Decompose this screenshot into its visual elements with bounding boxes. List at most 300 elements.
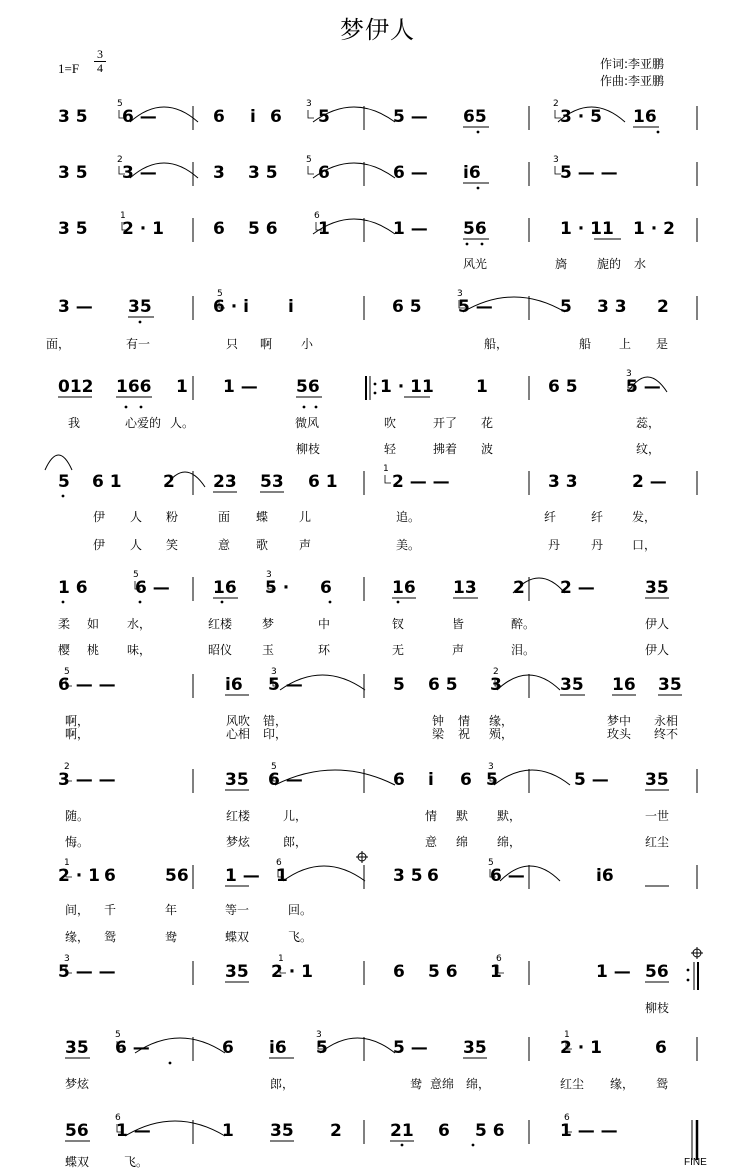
jianpu-note: 3 —	[122, 163, 157, 183]
lyric: 笑	[166, 538, 179, 552]
jianpu-note: 2	[330, 1121, 342, 1141]
grace-note: 3	[64, 954, 70, 964]
jianpu-note: 2 · 1	[122, 219, 164, 239]
lyric: 印，	[263, 727, 288, 741]
jianpu-note: 6	[655, 1038, 667, 1058]
jianpu-note: 6 5	[428, 675, 458, 695]
jianpu-note: 6	[438, 1121, 450, 1141]
lyric: 意	[425, 835, 438, 849]
lyric: 蝶双	[225, 930, 250, 944]
grace-note: 6	[276, 858, 282, 868]
grace-note: 5	[488, 858, 494, 868]
octave-dot	[221, 601, 224, 604]
grace-note: 3	[457, 289, 463, 299]
lyric: 郎，	[270, 1077, 295, 1091]
lyric: 红楼	[208, 617, 233, 631]
lyric: 伊	[93, 510, 106, 524]
octave-dot	[374, 383, 377, 386]
lyric: 水	[634, 257, 647, 271]
lyric: 蝶双	[65, 1155, 90, 1169]
lyric: 旎的	[597, 257, 622, 271]
lyric: 随。	[65, 809, 90, 823]
jianpu-note: 3 —	[58, 297, 93, 317]
lyric: 祝	[458, 727, 471, 741]
lyric: 啊	[260, 337, 273, 351]
jianpu-note: i	[428, 770, 434, 790]
jianpu-note: 6 —	[268, 770, 303, 790]
jianpu-note: 6 —	[393, 163, 428, 183]
lyric: 钟	[432, 714, 445, 728]
lyric: 年	[165, 903, 178, 917]
lyric: 鸯	[165, 930, 178, 944]
lyric: 人	[130, 538, 143, 552]
lyric: 昭仪	[208, 643, 233, 657]
lyric: 波	[481, 442, 494, 456]
jianpu-note: 21	[390, 1121, 414, 1141]
lyric: 开了	[433, 416, 458, 430]
slur	[45, 455, 72, 470]
jianpu-note: 5 — —	[58, 962, 116, 982]
jianpu-note: 6 5	[392, 297, 422, 317]
octave-dot	[303, 406, 306, 409]
jianpu-note: 6 —	[490, 866, 525, 886]
jianpu-note: 6	[213, 107, 225, 127]
time-numerator: 3	[97, 47, 103, 61]
grace-note: 6	[564, 1113, 570, 1123]
key-signature: 1=F	[58, 61, 80, 76]
jianpu-note: 35	[65, 1038, 89, 1058]
lyric: 红尘	[645, 835, 670, 849]
grace-note: 1	[120, 211, 126, 221]
jianpu-note: i6	[596, 866, 614, 886]
grace-hook	[308, 166, 314, 174]
jianpu-note: 2 —	[560, 578, 595, 598]
jianpu-note: 6	[460, 770, 472, 790]
lyric: 味，	[127, 643, 152, 657]
lyric: 飞。	[288, 930, 313, 944]
grace-note: 2	[64, 762, 70, 772]
lyric: 意绵	[430, 1077, 455, 1091]
octave-dot	[397, 601, 400, 604]
octave-dot	[62, 495, 65, 498]
jianpu-note: 16	[633, 107, 657, 127]
lyric: 桃	[87, 643, 100, 657]
jianpu-note: 6 · i	[213, 297, 249, 317]
lyric: 微风	[295, 416, 320, 430]
jianpu-note: 2 · 1	[58, 866, 100, 886]
slur	[283, 866, 365, 881]
jianpu-note: 6	[104, 866, 116, 886]
jianpu-note: 2 · 1	[271, 962, 313, 982]
jianpu-note: 2 —	[632, 472, 667, 492]
composer: 作曲:李亚鹏	[600, 74, 665, 88]
lyric: 啊，	[65, 727, 90, 741]
jianpu-note: 35	[645, 578, 669, 598]
time-denominator: 4	[97, 61, 103, 75]
lyric: 等一	[225, 903, 250, 917]
jianpu-note: 5	[316, 1038, 328, 1058]
jianpu-note: 35	[225, 770, 249, 790]
lyricist: 作词:李亚鹏	[600, 57, 665, 71]
jianpu-note: 35	[463, 1038, 487, 1058]
jianpu-note: 56	[463, 219, 487, 239]
song-title: 梦伊人	[340, 16, 415, 44]
lyric: 旖	[555, 257, 568, 271]
jianpu-note: 6	[318, 163, 330, 183]
lyric: 环	[318, 643, 331, 657]
jianpu-note: 5 6	[475, 1121, 505, 1141]
lyric: 儿	[299, 510, 312, 524]
jianpu-note: 3 5	[248, 163, 278, 183]
lyric: 玉	[262, 643, 275, 657]
octave-dot	[687, 969, 690, 972]
grace-note: 3	[306, 99, 312, 109]
lyric: 纹，	[636, 442, 661, 456]
jianpu-note: 1 —	[225, 866, 260, 886]
jianpu-note: 6 1	[92, 472, 122, 492]
grace-note: 3	[553, 155, 559, 165]
octave-dot	[472, 1144, 475, 1147]
lyric: 啊，	[65, 714, 90, 728]
jianpu-note: 012	[58, 377, 94, 397]
lyric: 发，	[632, 510, 657, 524]
lyric: 缘，	[610, 1077, 635, 1091]
grace-hook	[308, 110, 314, 118]
jianpu-note: 1 —	[596, 962, 631, 982]
lyric: 柳枝	[296, 442, 321, 456]
lyric: 船	[579, 337, 592, 351]
lyric: 花	[481, 416, 494, 430]
jianpu-note: 6 —	[122, 107, 157, 127]
jianpu-note: 5	[58, 472, 70, 492]
lyric: 缘，	[489, 714, 514, 728]
octave-dot	[477, 187, 480, 190]
jianpu-note: 1 6	[58, 578, 88, 598]
jianpu-note: 56	[645, 962, 669, 982]
grace-note: 5	[133, 570, 139, 580]
grace-note: 5	[115, 1030, 121, 1040]
lyric: 悔。	[65, 835, 90, 849]
lyric: 间，	[65, 903, 90, 917]
jianpu-note: 3 5	[58, 163, 88, 183]
slur	[494, 770, 570, 785]
grace-note: 5	[306, 155, 312, 165]
lyric: 飞。	[124, 1155, 149, 1169]
lyric: 吹	[384, 416, 397, 430]
jianpu-note: 1 —	[393, 219, 428, 239]
jianpu-note: 56	[296, 377, 320, 397]
lyric: 终不	[654, 727, 679, 741]
lyric: 意	[218, 538, 231, 552]
jianpu-note: 2	[163, 472, 175, 492]
grace-note: 3	[488, 762, 494, 772]
grace-note: 1	[564, 1030, 570, 1040]
lyric: 柳枝	[645, 1001, 670, 1015]
jianpu-note: 1	[476, 377, 488, 397]
octave-dot	[139, 601, 142, 604]
grace-note: 1	[64, 858, 70, 868]
grace-note: 1	[383, 464, 389, 474]
octave-dot	[657, 131, 660, 134]
jianpu-note: 3 3	[548, 472, 578, 492]
grace-note: 3	[266, 570, 272, 580]
lyric: 梦炫	[226, 835, 251, 849]
jianpu-note: 6 —	[135, 578, 170, 598]
lyric: 儿，	[283, 809, 308, 823]
lyric: 郎，	[283, 835, 308, 849]
grace-note: 1	[278, 954, 284, 964]
jianpu-note: 5 —	[393, 1038, 428, 1058]
lyric: 小	[301, 337, 314, 351]
grace-note: 5	[271, 762, 277, 772]
octave-dot	[125, 406, 128, 409]
jianpu-note: 5	[393, 675, 405, 695]
jianpu-note: 35	[658, 675, 682, 695]
lyric: 心相	[226, 727, 251, 741]
jianpu-note: 35	[225, 962, 249, 982]
lyric: 丹	[548, 538, 561, 552]
lyric: 情	[425, 809, 438, 823]
lyric: 绵，	[497, 835, 522, 849]
lyric: 一世	[645, 809, 670, 823]
octave-dot	[481, 243, 484, 246]
jianpu-note: 3	[490, 675, 502, 695]
jianpu-note: 5	[560, 297, 572, 317]
lyric: 有一	[126, 337, 151, 351]
grace-note: 3	[626, 369, 632, 379]
jianpu-note: 16	[612, 675, 636, 695]
octave-dot	[62, 601, 65, 604]
jianpu-note: 6	[393, 962, 405, 982]
jianpu-note: 53	[260, 472, 284, 492]
jianpu-note: 3 5	[58, 219, 88, 239]
lyric: 水，	[127, 617, 152, 631]
lyric: 千	[104, 903, 117, 917]
lyric: 人。	[170, 416, 195, 430]
jianpu-note: 5 —	[574, 770, 609, 790]
grace-note: 6	[115, 1113, 121, 1123]
jianpu-note: 5 — —	[560, 163, 618, 183]
jianpu-note: 6 1	[308, 472, 338, 492]
octave-dot	[169, 1062, 172, 1065]
octave-dot	[140, 406, 143, 409]
jianpu-note: 13	[453, 578, 477, 598]
lyric: 口，	[632, 538, 657, 552]
jianpu-note: 3 5	[393, 866, 423, 886]
jianpu-note: 5	[318, 107, 330, 127]
jianpu-note: i	[250, 107, 256, 127]
lyric: 伊	[93, 538, 106, 552]
lyric: 醉。	[511, 617, 536, 631]
lyric: 只	[226, 337, 239, 351]
jianpu-note: i6	[225, 675, 243, 695]
octave-dot	[687, 979, 690, 982]
lyric: 是	[656, 337, 669, 351]
lyric: 鸯	[410, 1077, 423, 1091]
grace-note: 6	[496, 954, 502, 964]
jianpu-note: 1 —	[223, 377, 258, 397]
jianpu-note: 5	[486, 770, 498, 790]
lyric: 柔	[58, 617, 71, 631]
jianpu-note: 1 · 11	[380, 377, 434, 397]
jianpu-note: i6	[463, 163, 481, 183]
lyric: 人	[130, 510, 143, 524]
jianpu-note: 3 3	[597, 297, 627, 317]
lyric: 声	[452, 643, 465, 657]
jianpu-note: 1	[490, 962, 502, 982]
lyric: 面	[218, 510, 231, 524]
jianpu-note: 1	[176, 377, 188, 397]
lyric: 情	[458, 714, 471, 728]
lyric: 伊人	[645, 643, 670, 657]
jianpu-note: 23	[213, 472, 237, 492]
jianpu-note: 35	[560, 675, 584, 695]
octave-dot	[374, 392, 377, 395]
grace-hook	[385, 475, 391, 483]
jianpu-note: 6	[213, 219, 225, 239]
lyric: 丹	[591, 538, 604, 552]
jianpu-note: 2 · 1	[560, 1038, 602, 1058]
jianpu-note: 3 5	[58, 107, 88, 127]
jianpu-note: 3 · 5	[560, 107, 602, 127]
lyric: 伊人	[645, 617, 670, 631]
lyric: 无	[392, 643, 405, 657]
jianpu-note: 5 —	[268, 675, 303, 695]
jianpu-note: 1 — —	[560, 1121, 618, 1141]
jianpu-note: 2	[513, 578, 525, 598]
octave-dot	[477, 131, 480, 134]
lyric: 玫头	[607, 727, 632, 741]
octave-dot	[315, 406, 318, 409]
jianpu-note: 1 —	[116, 1121, 151, 1141]
lyric: 中	[318, 617, 331, 631]
lyric: 风吹	[226, 714, 251, 728]
lyric: 心爱的	[125, 416, 162, 430]
lyric: 梦中	[607, 714, 632, 728]
jianpu-note: 35	[128, 297, 152, 317]
lyric: 钗	[392, 617, 405, 631]
grace-note: 5	[217, 289, 223, 299]
lyric: 如	[87, 617, 100, 631]
lyric: 缘，	[65, 930, 90, 944]
jianpu-note: 35	[645, 770, 669, 790]
octave-dot	[139, 321, 142, 324]
jianpu-note: 35	[270, 1121, 294, 1141]
lyric: 纤	[544, 510, 557, 524]
lyric: 歌	[256, 538, 269, 552]
lyric: 默，	[497, 809, 522, 823]
lyric: 上	[619, 337, 632, 351]
octave-dot	[466, 243, 469, 246]
grace-note: 2	[553, 99, 559, 109]
jianpu-note: 166	[116, 377, 152, 397]
lyric: 蝶	[256, 510, 269, 524]
lyric: 面，	[46, 337, 71, 351]
jianpu-note: 2	[657, 297, 669, 317]
lyric: 我	[68, 416, 81, 430]
jianpu-note: 3	[213, 163, 225, 183]
jianpu-note: 3 — —	[58, 770, 116, 790]
lyric: 船，	[484, 337, 509, 351]
lyric: 绵	[456, 835, 469, 849]
lyric: 回。	[288, 903, 313, 917]
jianpu-note: 6 —	[115, 1038, 150, 1058]
jianpu-note: 6	[270, 107, 282, 127]
jianpu-note: 5 —	[393, 107, 428, 127]
jianpu-note: i	[288, 297, 294, 317]
lyric: 默	[456, 809, 469, 823]
jianpu-note: 6	[320, 578, 332, 598]
lyric: 樱	[58, 643, 71, 657]
grace-note: 2	[493, 667, 499, 677]
jianpu-note: 16	[213, 578, 237, 598]
jianpu-note: 1 · 2	[633, 219, 675, 239]
jianpu-note: 5 6	[428, 962, 458, 982]
jianpu-note: 6	[222, 1038, 234, 1058]
jianpu-note: i6	[269, 1038, 287, 1058]
jianpu-note: 1 · 11	[560, 219, 614, 239]
jianpu-note: 56	[165, 866, 189, 886]
lyric: 殒，	[489, 727, 514, 741]
grace-note: 2	[117, 155, 123, 165]
jianpu-note: 6 5	[548, 377, 578, 397]
lyric: 轻	[384, 442, 397, 456]
lyric: 纤	[591, 510, 604, 524]
grace-note: 3	[316, 1030, 322, 1040]
jianpu-note: 6	[427, 866, 439, 886]
lyric: 红尘	[560, 1077, 585, 1091]
lyric: 风光	[463, 257, 488, 271]
jianpu-note: 16	[392, 578, 416, 598]
lyric: 梦	[262, 617, 275, 631]
lyric: 梦炫	[65, 1077, 90, 1091]
lyric: 错，	[263, 714, 288, 728]
jianpu-note: 2 — —	[392, 472, 450, 492]
lyric: 粉	[166, 510, 179, 524]
fine-label: FINE	[684, 1157, 707, 1168]
octave-dot	[329, 601, 332, 604]
lyric: 声	[299, 538, 312, 552]
jianpu-note: 5 ·	[265, 578, 290, 598]
lyric: 皆	[452, 617, 465, 631]
jianpu-note: 5 —	[626, 377, 661, 397]
lyric: 梁	[432, 727, 445, 741]
jianpu-note: 1	[318, 219, 330, 239]
jianpu-note: 5 —	[458, 297, 493, 317]
jianpu-note: 6	[393, 770, 405, 790]
slur	[320, 1038, 395, 1053]
octave-dot	[401, 1144, 404, 1147]
lyric: 鸳	[104, 930, 117, 944]
lyric: 蕊，	[636, 416, 661, 430]
lyric: 绵，	[466, 1077, 491, 1091]
grace-note: 6	[314, 211, 320, 221]
jianpu-note: 1	[276, 866, 288, 886]
lyric: 追。	[396, 510, 421, 524]
lyric: 拂着	[433, 442, 458, 456]
lyric: 美。	[396, 538, 421, 552]
lyric: 泪。	[511, 643, 536, 657]
grace-note: 5	[64, 667, 70, 677]
grace-note: 5	[117, 99, 123, 109]
jianpu-note: 56	[65, 1121, 89, 1141]
jianpu-note: 5 6	[248, 219, 278, 239]
lyric: 永相	[654, 714, 679, 728]
jianpu-note: 65	[463, 107, 487, 127]
grace-note: 3	[271, 667, 277, 677]
jianpu-note: 6 — —	[58, 675, 116, 695]
lyric: 红楼	[226, 809, 251, 823]
